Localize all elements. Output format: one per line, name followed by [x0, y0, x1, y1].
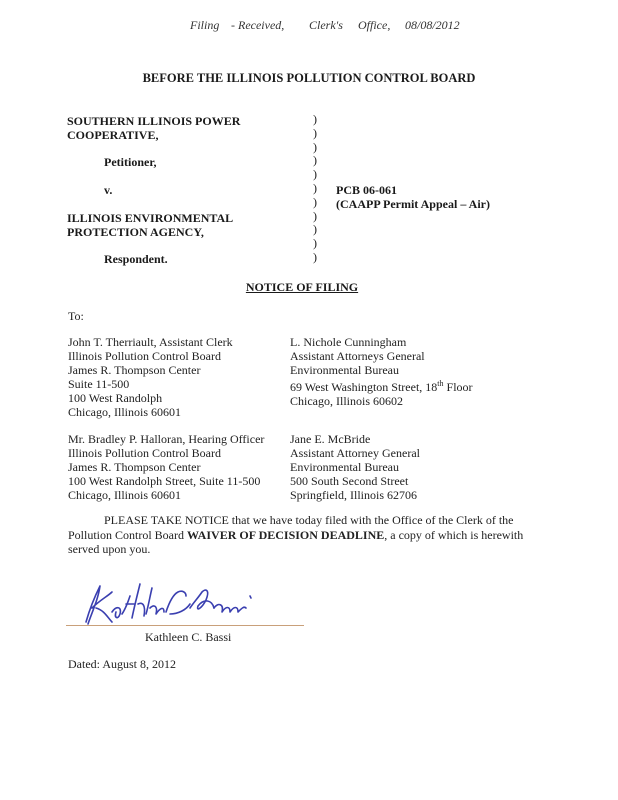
case-number: PCB 06-061 — [336, 183, 397, 197]
paren: ) — [313, 222, 317, 237]
notice-text-pre: PLEASE TAKE NOTICE that we have today filed with the Office of the Clerk of the Pollution Control Board — [68, 513, 514, 542]
notice-title: NOTICE OF FILING — [245, 280, 359, 294]
paren: ) — [313, 139, 317, 154]
paren: ) — [313, 194, 317, 209]
address-block-hearing-officer — [68, 432, 264, 502]
paren: ) — [313, 236, 317, 251]
petitioner-role: Petitioner, — [104, 155, 157, 169]
dated-line: Dated: August 8, 2012 — [68, 657, 176, 671]
respondent-role: Respondent. — [104, 252, 168, 266]
paren: ) — [313, 167, 317, 182]
paren: ) — [313, 125, 317, 140]
signature-line — [66, 625, 304, 626]
address-line: 100 West Randolph — [68, 391, 163, 406]
versus: v. — [104, 183, 113, 197]
address-block-mcbride — [290, 432, 420, 502]
address-block-cunningham — [290, 335, 473, 408]
address-line: Assistant Attorneys General — [290, 349, 425, 364]
address-line: Environmental Bureau — [290, 363, 399, 378]
address-line: 100 West Randolph Street, Suite 11-500 — [68, 474, 261, 489]
street-pre: 69 West Washington Street, 18 — [290, 380, 438, 395]
address-line: John T. Therriault, Assistant Clerk — [68, 335, 233, 349]
address-line: Chicago, Illinois 60602 — [290, 394, 403, 409]
signer-name: Kathleen C. Bassi — [145, 630, 232, 644]
notice-paragraph — [68, 513, 538, 557]
paren: ) — [313, 153, 317, 168]
stamp-clerks: Clerk's — [309, 18, 343, 32]
address-line: Suite 11-500 — [68, 377, 130, 392]
document-title: WAIVER OF DECISION DEADLINE — [187, 527, 385, 542]
case-type: (CAAPP Permit Appeal – Air) — [336, 197, 490, 211]
paren: ) — [313, 112, 317, 126]
address-line: James R. Thompson Center — [68, 363, 201, 378]
paren: ) — [313, 180, 317, 195]
petitioner-name-line2: COOPERATIVE, — [67, 128, 159, 142]
address-line: L. Nichole Cunningham — [290, 335, 407, 349]
signature-strokes — [86, 584, 251, 624]
petitioner-name-line1: SOUTHERN ILLINOIS POWER — [67, 114, 241, 128]
address-line — [290, 377, 473, 394]
address-line: James R. Thompson Center — [68, 460, 201, 475]
stamp-office: Office, — [358, 18, 391, 32]
respondent-name-line2: PROTECTION AGENCY, — [67, 225, 204, 239]
street-sup: th — [437, 379, 444, 389]
address-line: Jane E. McBride — [290, 432, 371, 446]
address-line: Assistant Attorney General — [290, 446, 420, 461]
to-label: To: — [68, 309, 84, 323]
address-line: Chicago, Illinois 60601 — [68, 488, 181, 503]
paren: ) — [313, 208, 317, 223]
address-line: Springfield, Illinois 62706 — [290, 488, 417, 503]
board-title: BEFORE THE ILLINOIS POLLUTION CONTROL BOARD — [142, 71, 476, 85]
address-line: Illinois Pollution Control Board — [68, 349, 222, 364]
stamp-received: - Received, — [231, 18, 285, 32]
street-post: Floor — [443, 380, 473, 395]
address-line: Illinois Pollution Control Board — [68, 446, 222, 461]
address-line: Environmental Bureau — [290, 460, 399, 475]
notice-text-post: , a copy of which is herewith served upon you. — [68, 527, 524, 556]
stamp-date: 08/08/2012 — [405, 18, 460, 32]
address-line: 500 South Second Street — [290, 474, 409, 489]
paren: ) — [313, 249, 317, 264]
address-line: Chicago, Illinois 60601 — [68, 405, 181, 420]
address-line: Mr. Bradley P. Halloran, Hearing Officer — [68, 432, 265, 446]
handwritten-signature — [78, 578, 268, 630]
stamp-filing: Filing — [190, 18, 220, 32]
respondent-name-line1: ILLINOIS ENVIRONMENTAL — [67, 211, 234, 225]
address-block-clerk — [68, 335, 233, 420]
caption-parentheses — [313, 113, 317, 265]
